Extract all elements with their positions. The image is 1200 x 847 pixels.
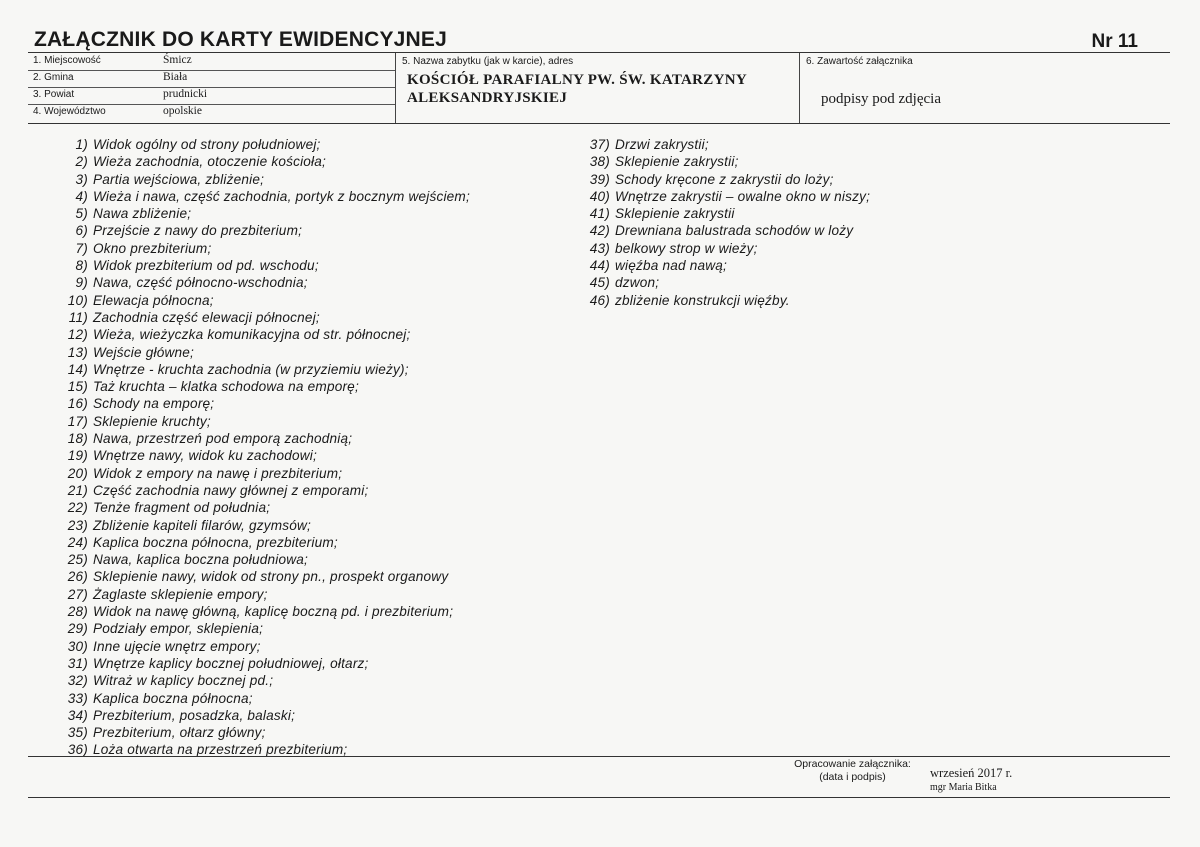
caption-item <box>58 395 470 412</box>
caption-text: Wieża i nawa, część zachodnia, portyk z bocznym wejściem; <box>93 188 470 204</box>
field-row-commune <box>28 70 395 88</box>
caption-number: 35) <box>67 725 88 741</box>
caption-number: 18) <box>67 431 88 447</box>
field-row-county <box>28 87 395 105</box>
caption-number: 10) <box>67 292 88 308</box>
caption-item <box>58 568 470 585</box>
caption-number: 9) <box>75 275 88 291</box>
caption-text: Nawa, część północno-wschodnia; <box>93 275 308 291</box>
field-label: 1. Miejscowość <box>33 55 101 66</box>
footer-bottom-rule <box>28 797 1170 798</box>
field-row-locality <box>28 53 395 71</box>
field-value: Śmicz <box>163 54 192 66</box>
captions-list-left <box>58 136 470 759</box>
caption-item <box>580 188 870 205</box>
document-title: ZAŁĄCZNIK DO KARTY EWIDENCYJNEJ <box>34 28 448 51</box>
caption-item <box>58 378 470 395</box>
caption-item <box>58 724 470 741</box>
caption-item <box>58 257 470 274</box>
caption-item <box>58 517 470 534</box>
caption-number: 27) <box>67 586 88 602</box>
caption-text: Okno prezbiterium; <box>93 240 212 256</box>
captions-list-right <box>580 136 870 309</box>
caption-text: Nawa, kaplica boczna południowa; <box>93 552 308 568</box>
caption-item <box>58 413 470 430</box>
caption-number: 8) <box>75 258 88 274</box>
caption-number: 32) <box>67 673 88 689</box>
caption-text: Wnętrze - kruchta zachodnia (w przyziemiu wieży); <box>93 361 409 377</box>
contents-label: 6. Zawartość załącznika <box>806 56 913 67</box>
caption-number: 29) <box>67 621 88 637</box>
caption-text: belkowy strop w wieży; <box>615 240 758 256</box>
caption-item <box>58 430 470 447</box>
caption-text: Żaglaste sklepienie empory; <box>93 586 268 602</box>
caption-text: Nawa zbliżenie; <box>93 206 192 222</box>
caption-text: Wnętrze zakrystii – owalne okno w niszy; <box>615 188 871 204</box>
caption-number: 6) <box>75 223 88 239</box>
caption-number: 37) <box>589 137 610 152</box>
caption-text: Zachodnia część elewacji północnej; <box>93 309 320 325</box>
caption-item <box>58 620 470 637</box>
caption-text: zbliżenie konstrukcji więźby. <box>615 292 790 308</box>
location-fields <box>28 53 396 123</box>
caption-item <box>58 638 470 655</box>
footer-label <box>785 758 920 784</box>
caption-item <box>58 655 470 672</box>
caption-number: 28) <box>67 604 88 620</box>
caption-number: 22) <box>67 500 88 516</box>
caption-item <box>58 603 470 620</box>
caption-number: 7) <box>75 240 88 256</box>
caption-item <box>580 274 870 291</box>
caption-item <box>58 465 470 482</box>
caption-number: 5) <box>75 206 88 222</box>
field-value: prudnicki <box>163 88 208 100</box>
caption-number: 46) <box>589 292 610 308</box>
caption-number: 45) <box>589 275 610 291</box>
caption-number: 41) <box>589 206 610 222</box>
caption-item <box>580 222 870 239</box>
caption-item <box>580 153 870 170</box>
caption-text: Część zachodnia nawy głównej z emporami; <box>93 482 369 498</box>
caption-text: dzwon; <box>615 275 660 291</box>
caption-item <box>58 171 470 188</box>
caption-item <box>58 361 470 378</box>
caption-text: Nawa, przestrzeń pod emporą zachodnią; <box>93 431 353 447</box>
caption-item <box>58 205 470 222</box>
caption-text: Schody kręcone z zakrystii do loży; <box>615 171 834 187</box>
footer-label-line1: Opracowanie załącznika: <box>794 758 911 770</box>
caption-item <box>58 499 470 516</box>
caption-number: 17) <box>67 413 88 429</box>
footer-date: wrzesień 2017 r. <box>930 766 1013 780</box>
header-table <box>28 52 1170 124</box>
caption-item <box>58 707 470 724</box>
caption-item <box>58 274 470 291</box>
caption-number: 12) <box>67 327 88 343</box>
caption-item <box>58 240 470 257</box>
caption-text: Wieża, wieżyczka komunikacyjna od str. północnej; <box>93 327 411 343</box>
field-value: Biała <box>163 71 188 83</box>
caption-item <box>58 447 470 464</box>
field-value: opolskie <box>163 105 202 117</box>
caption-item <box>580 171 870 188</box>
caption-text: Witraż w kaplicy bocznej pd.; <box>93 673 274 689</box>
caption-number: 26) <box>67 569 88 585</box>
caption-item <box>58 309 470 326</box>
caption-text: Loża otwarta na przestrzeń prezbiterium; <box>93 742 348 758</box>
monument-cell <box>395 53 800 123</box>
caption-item <box>58 672 470 689</box>
caption-item <box>58 344 470 361</box>
caption-item <box>58 292 470 309</box>
caption-number: 20) <box>67 465 88 481</box>
caption-item <box>58 222 470 239</box>
caption-text: Partia wejściowa, zbliżenie; <box>93 171 265 187</box>
caption-text: Wnętrze nawy, widok ku zachodowi; <box>93 448 317 464</box>
monument-label: 5. Nazwa zabytku (jak w karcie), adres <box>402 56 574 67</box>
caption-number: 31) <box>67 655 88 671</box>
caption-number: 21) <box>67 482 88 498</box>
caption-text: Zbliżenie kapiteli filarów, gzymsów; <box>93 517 311 533</box>
caption-text: Podziały empor, sklepienia; <box>93 621 264 637</box>
caption-number: 34) <box>67 707 88 723</box>
caption-text: Drewniana balustrada schodów w loży <box>615 223 854 239</box>
contents-value: podpisy pod zdjęcia <box>821 91 941 107</box>
caption-text: Schody na emporę; <box>93 396 215 412</box>
field-row-voivodeship <box>28 104 395 121</box>
caption-number: 30) <box>67 638 88 654</box>
field-label: 4. Województwo <box>33 106 106 117</box>
caption-number: 43) <box>589 240 610 256</box>
caption-number: 24) <box>67 534 88 550</box>
caption-text: Drzwi zakrystii; <box>615 137 709 152</box>
caption-text: Przejście z nawy do prezbiterium; <box>93 223 303 239</box>
caption-text: więźba nad nawą; <box>615 258 728 274</box>
field-label: 2. Gmina <box>33 72 74 83</box>
document-number: Nr 11 <box>1091 31 1138 52</box>
caption-text: Widok ogólny od strony południowej; <box>93 137 321 152</box>
caption-number: 16) <box>67 396 88 412</box>
caption-text: Wnętrze kaplicy bocznej południowej, ołtarz; <box>93 655 369 671</box>
caption-number: 40) <box>589 188 610 204</box>
caption-text: Inne ujęcie wnętrz empory; <box>93 638 261 654</box>
caption-number: 14) <box>67 361 88 377</box>
caption-number: 11) <box>68 309 88 325</box>
caption-text: Sklepienie zakrystii; <box>615 154 739 170</box>
caption-text: Kaplica boczna północna; <box>93 690 253 706</box>
caption-text: Taż kruchta – klatka schodowa na emporę; <box>93 379 359 395</box>
caption-number: 3) <box>75 171 88 187</box>
caption-number: 23) <box>67 517 88 533</box>
caption-number: 42) <box>589 223 610 239</box>
caption-number: 44) <box>589 258 610 274</box>
caption-number: 39) <box>589 171 610 187</box>
caption-number: 2) <box>75 154 88 170</box>
monument-name: KOŚCIÓŁ PARAFIALNY PW. ŚW. KATARZYNY ALEKSANDRYJSKIEJ <box>407 72 747 106</box>
caption-item <box>58 551 470 568</box>
caption-text: Elewacja północna; <box>93 292 214 308</box>
caption-number: 38) <box>589 154 610 170</box>
footer-author: mgr Maria Bitka <box>930 782 997 793</box>
caption-item <box>58 586 470 603</box>
footer-label-line2: (data i podpis) <box>819 771 886 783</box>
caption-item <box>58 153 470 170</box>
caption-item <box>58 136 470 153</box>
caption-number: 1) <box>75 137 88 152</box>
caption-item <box>580 205 870 222</box>
caption-item <box>580 240 870 257</box>
caption-item <box>58 188 470 205</box>
caption-text: Widok z empory na nawę i prezbiterium; <box>93 465 343 481</box>
caption-number: 4) <box>75 188 88 204</box>
caption-item <box>580 292 870 309</box>
caption-text: Sklepienie kruchty; <box>93 413 211 429</box>
caption-item <box>580 257 870 274</box>
caption-text: Prezbiterium, ołtarz główny; <box>93 725 266 741</box>
field-label: 3. Powiat <box>33 89 75 100</box>
caption-text: Widok prezbiterium od pd. wschodu; <box>93 258 319 274</box>
caption-item <box>58 690 470 707</box>
caption-number: 36) <box>67 742 88 758</box>
caption-text: Widok na nawę główną, kaplicę boczną pd. i prezbiterium; <box>93 604 454 620</box>
contents-cell <box>799 53 1170 123</box>
caption-item <box>58 534 470 551</box>
caption-item <box>58 326 470 343</box>
caption-item <box>58 482 470 499</box>
caption-number: 33) <box>67 690 88 706</box>
caption-number: 13) <box>67 344 88 360</box>
caption-text: Prezbiterium, posadzka, balaski; <box>93 707 296 723</box>
caption-number: 25) <box>67 552 88 568</box>
caption-item <box>580 136 870 153</box>
caption-text: Sklepienie zakrystii <box>615 206 735 222</box>
caption-text: Kaplica boczna północna, prezbiterium; <box>93 534 338 550</box>
caption-text: Tenże fragment od południa; <box>93 500 271 516</box>
caption-text: Sklepienie nawy, widok od strony pn., prospekt organowy <box>93 569 449 585</box>
caption-number: 19) <box>67 448 88 464</box>
caption-text: Wieża zachodnia, otoczenie kościoła; <box>93 154 327 170</box>
footer-top-rule <box>28 756 1170 757</box>
caption-number: 15) <box>67 379 88 395</box>
caption-text: Wejście główne; <box>93 344 194 360</box>
